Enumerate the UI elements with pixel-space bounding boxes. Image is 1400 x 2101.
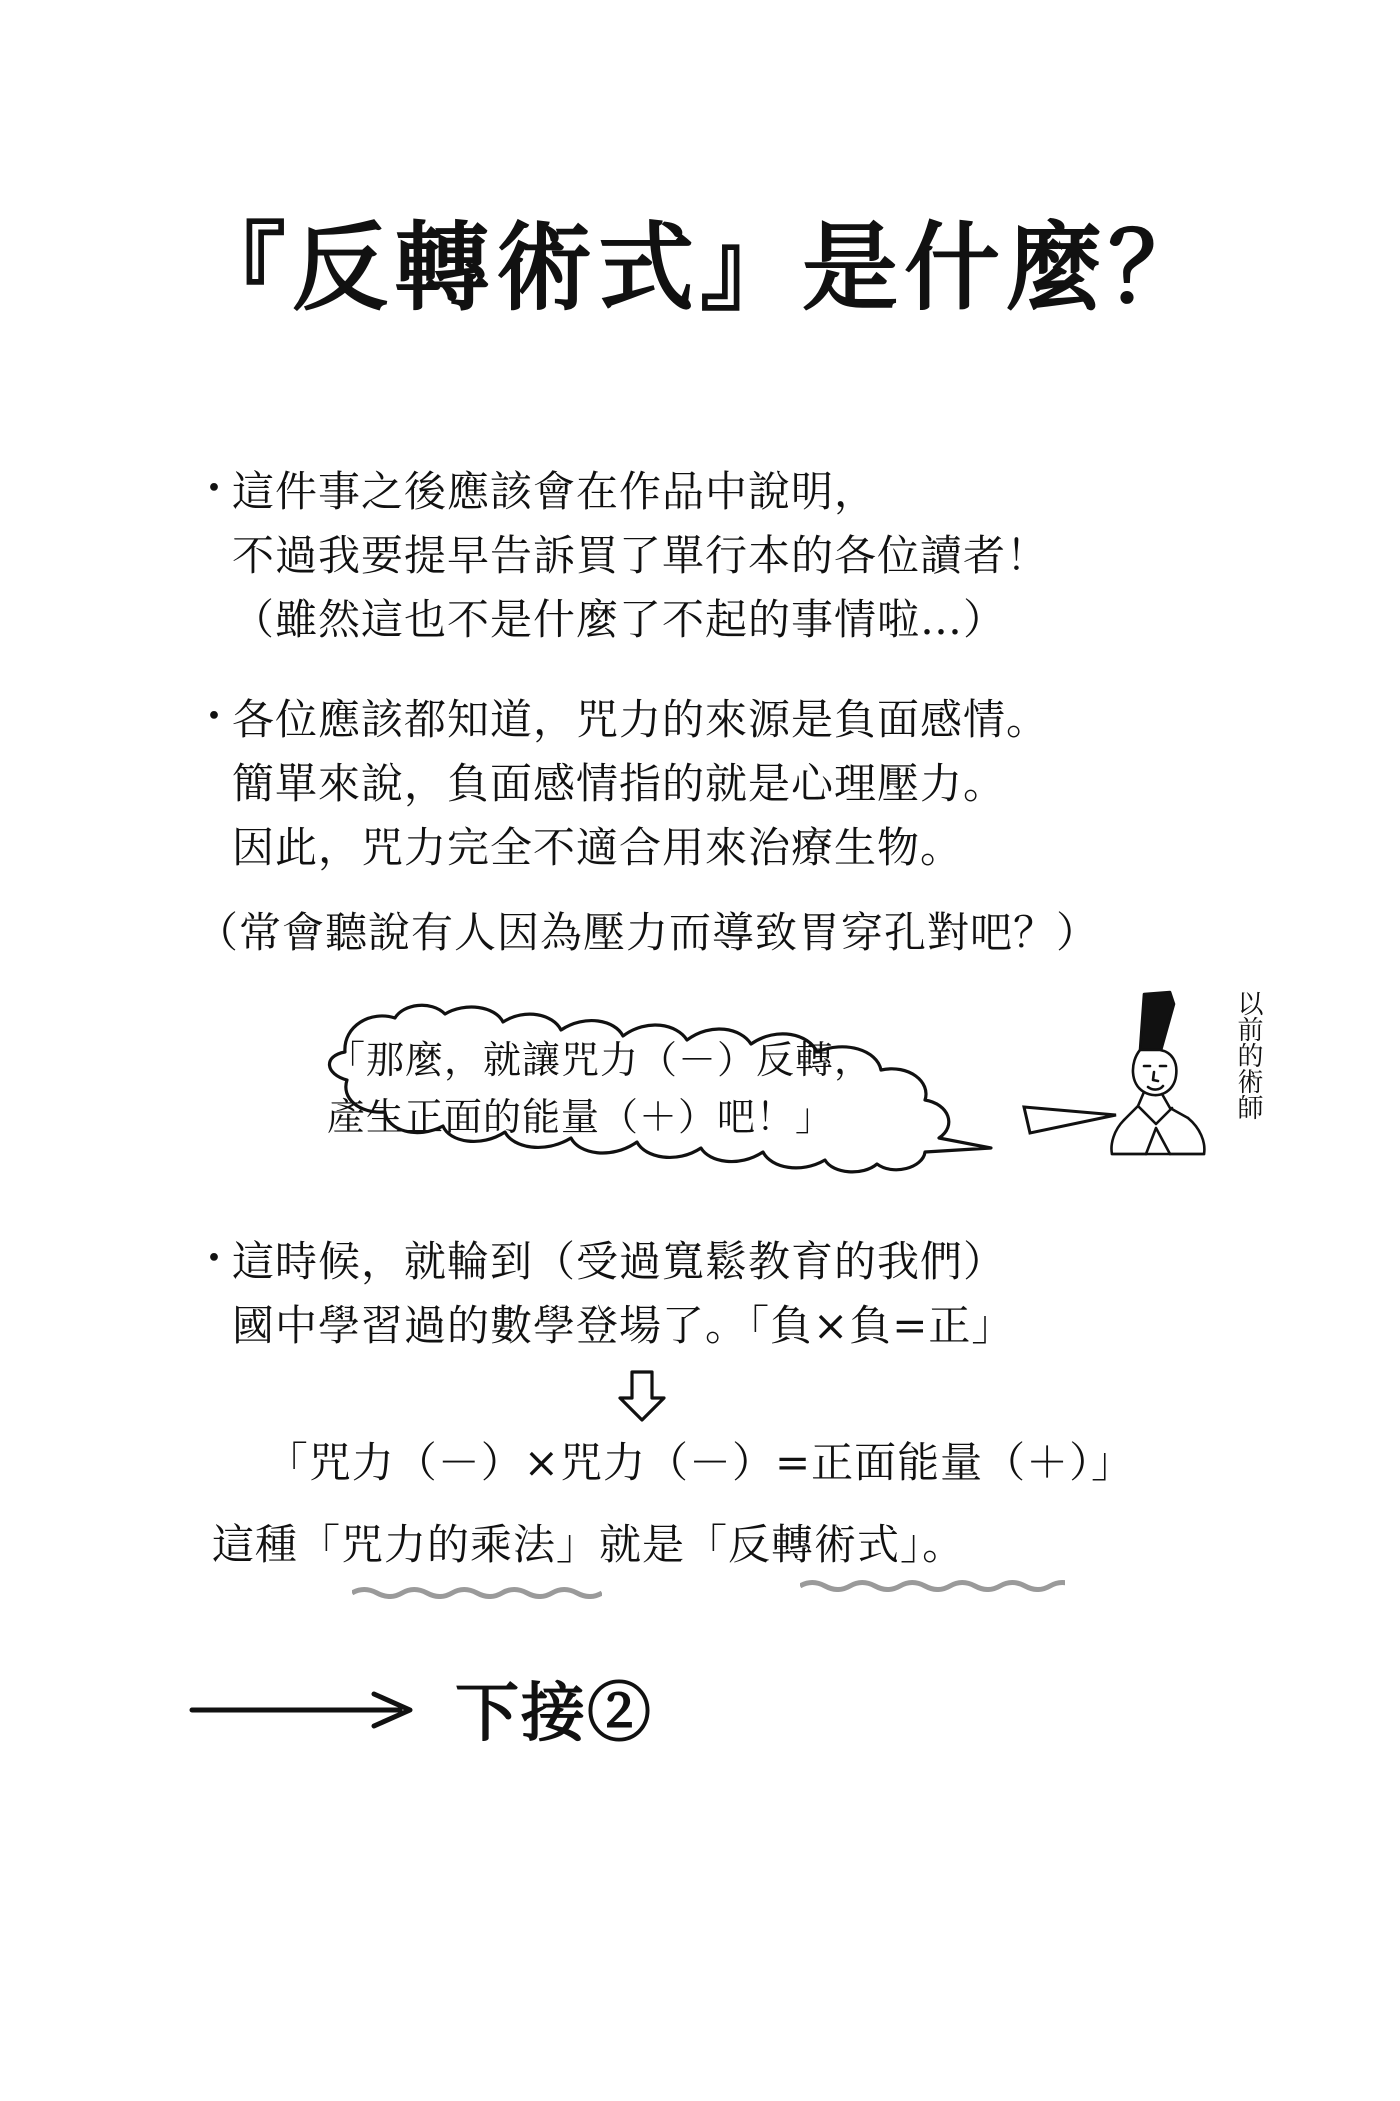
speech-line-2: 產生正面的能量（＋）吧！」 (327, 1095, 835, 1139)
bullet-marker-1: ・ (193, 464, 236, 513)
speech-bubble-tail (1020, 1085, 1120, 1145)
continue-arrow-icon (188, 1690, 428, 1730)
bullet-block-2 (232, 688, 1049, 879)
down-arrow-icon (612, 1368, 672, 1424)
bullet-3-line-1: 這時候，就輪到（受過寬鬆教育的我們） (232, 1237, 1007, 1286)
wavy-underline-2 (800, 1578, 1065, 1592)
wavy-underline-1 (352, 1585, 602, 1599)
bullet-block-1 (232, 460, 1049, 651)
aside-note: （常會聽說有人因為壓力而導致胃穿孔對吧？） (196, 908, 1100, 957)
character-caption: 以前的術師 (1233, 990, 1263, 1120)
conclusion-underlined-2: 「反轉術式」 (685, 1520, 923, 1569)
speech-bubble (285, 1000, 1045, 1175)
bullet-2-line-3: 因此，咒力完全不適合用來治療生物。 (232, 822, 964, 872)
bullet-1-line-1: 這件事之後應該會在作品中說明， (232, 467, 878, 516)
bullet-marker-2: ・ (193, 692, 236, 741)
conclusion-line (212, 1512, 965, 1572)
bullet-2-line-1: 各位應該都知道，咒力的來源是負面感情。 (232, 695, 1050, 744)
conclusion-prefix: 這種「 (212, 1520, 342, 1569)
continue-label: 下接② (455, 1676, 653, 1751)
equation-line: 「咒力（－）×咒力（－）=正面能量（＋）」 (265, 1438, 1135, 1487)
conclusion-suffix: 。 (922, 1520, 966, 1569)
conclusion-underlined-1: 咒力的乘法 (341, 1520, 557, 1569)
conclusion-middle: 」就是 (556, 1520, 686, 1569)
page-title: 『反轉術式』是什麼？ (190, 211, 1210, 324)
speech-line-1: 「那麼，就讓咒力（－）反轉， (327, 1038, 874, 1082)
bullet-block-3 (232, 1230, 1014, 1358)
bullet-2-line-2: 簡單來說，負面感情指的就是心理壓力。 (232, 758, 1007, 808)
speech-bubble-text (327, 1032, 1007, 1146)
bullet-1-line-3: （雖然這也不是什麼了不起的事情啦…） (232, 594, 1007, 644)
bullet-marker-3: ・ (193, 1234, 236, 1283)
bullet-1-line-2: 不過我要提早告訴買了單行本的各位讀者！ (232, 530, 1050, 580)
bullet-3-line-2: 國中學習過的數學登場了。「負×負=正」 (232, 1300, 1015, 1350)
